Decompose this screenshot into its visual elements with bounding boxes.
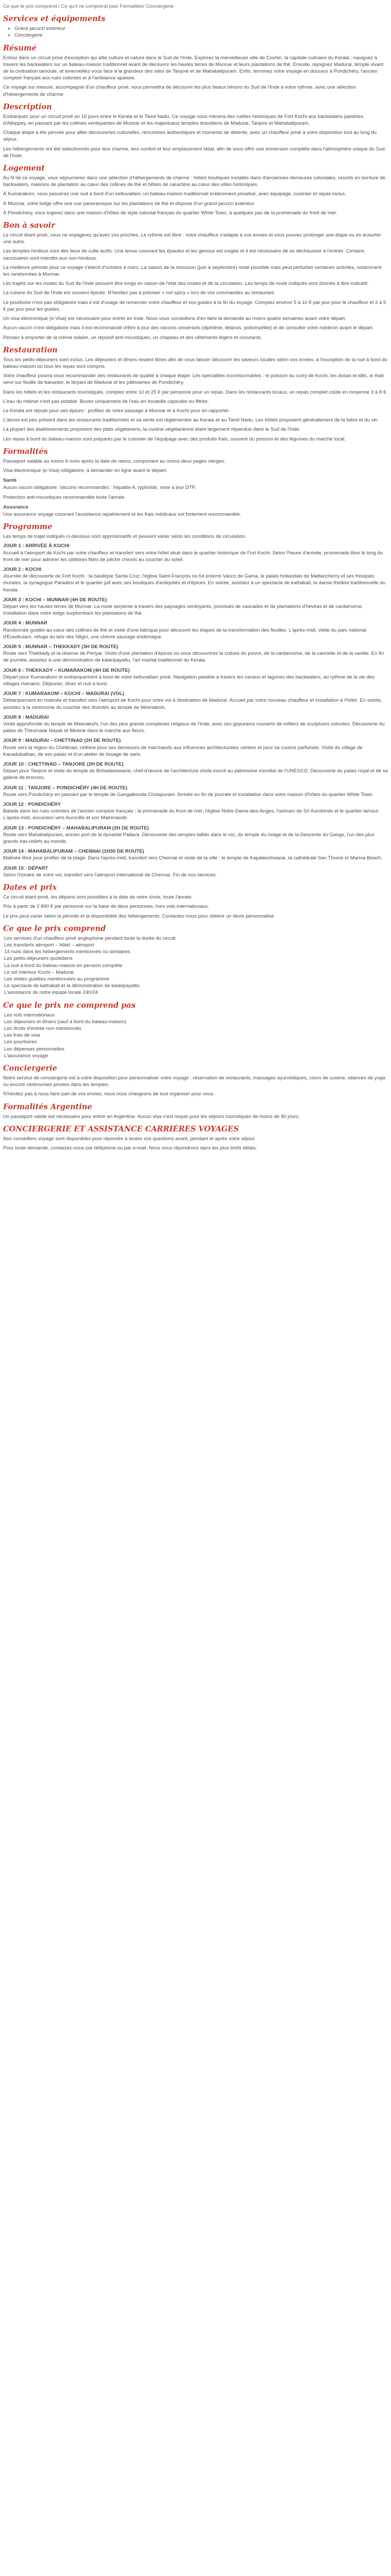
list-item: Le spectacle de kathakali et la démonstration de kalaripayattu (4, 983, 140, 989)
paragraph: Une assurance voyage couvrant l'assistance rapatriement et les frais médicaux est fortement recommandée. (3, 511, 241, 517)
paragraph: Pensez à emporter de la crème solaire, un répulsif anti-moustiques, un chapeau et des vêtements légers et couvrants. (3, 334, 263, 341)
list-item: • Grand jacuzzi extérieur (14, 25, 388, 32)
paragraph: À Munnar, votre lodge offre une vue panoramique sur les plantations de thé et dispose d'un grand jacuzzi extérieur. (3, 200, 255, 207)
bon-a-savoir-heading: Bon à savoir (3, 221, 55, 230)
program-day-text: Selon l'horaire de votre vol, transfert vers l'aéroport international de Chennai. Fin de nos services. (3, 872, 217, 878)
paragraph: Visa électronique (e-Visa) obligatoire, à demander en ligne avant le départ. (3, 467, 168, 473)
subheading: Santé (3, 478, 17, 484)
list-item: Les dépenses personnelles (4, 1046, 64, 1052)
formalites-section (3, 447, 388, 518)
paragraph: Le circuit étant privé, vous ne voyagerez qu'avec vos proches. Le rythme est libre : votre chauffeur s'adapte à vos envies et vous pouvez prolonger une étape ou en écourter une autre. (3, 232, 381, 245)
program-day-text: Accueil à l'aéroport de Kochi par votre chauffeur et transfert vers votre hôtel situé dans le quartier historique de Fort Kochi. Selon l'heure d'arrivée, promenade libre le long du front de mer pour admirer les célèbres filets de pêche chinois au coucher du soleil. (3, 550, 383, 563)
paragraph: Le pourboire n'est pas obligatoire mais il est d'usage de remercier votre chauffeur et vos guides à la fin du voyage. Comptez environ 5 à 10 € par jour pour le chauffeur et 2 à 5 € par jour pour les guides. (3, 299, 386, 312)
list-item: La nuit à bord du bateau-maison en pension complète (4, 962, 123, 969)
program-day-title: JOUR 9 : MADURAI – CHETTINAD (2H DE ROUTE) (3, 738, 121, 744)
description-section (3, 103, 388, 159)
assistance-heading: CONCIERGERIE ET ASSISTANCE CARRIÈRES VOYAGES (3, 1124, 239, 1133)
program-day (3, 761, 388, 782)
paragraph: À Kumarakom, vous passerez une nuit à bord d'un kettuvallam, un bateau-maison traditionnel entièrement privatisé, avec équipage, cuisinier et repas inclus. (3, 191, 347, 197)
paragraph: Chaque étape a été pensée pour allier découvertes culturelles, rencontres authentiques et moments de détente, avec un chauffeur privé à votre disposition tout au long du séjour. (3, 130, 377, 143)
program-day-text: Débarquement en matinée et transfert vers l'aéroport de Kochi pour votre vol à destination de Madurai. Accueil par votre nouveau chauffeur et installation à l'hôtel. En soirée, assistez à la cérémonie du coucher des divinités au temple de Meenakshi. (3, 698, 382, 710)
list-item: Les pourboires (4, 1039, 37, 1045)
program-day-title: JOUR 4 : MUNNAR (3, 620, 47, 626)
services-list (3, 25, 388, 39)
subheading: Assurance (3, 504, 29, 510)
paragraph: La cuisine du Sud de l'Inde est souvent épicée. N'hésitez pas à préciser « not spicy » lors de vos commandes au restaurant. (3, 290, 275, 296)
formalites-heading: Formalités (3, 447, 48, 456)
program-day (3, 785, 388, 798)
comprend-heading: Ce que le prix comprend (3, 924, 106, 933)
program-day-title: JOUR 3 : KOCHI – MUNNAR (4H DE ROUTE) (3, 597, 107, 603)
paragraph: Au fil de ce voyage, vous séjournerez dans une sélection d'hébergements de charme : hôtels boutiques installés dans d'anciennes demeures coloniales, resorts en bordure de backwaters, maisons de plantation au cœur des collines de thé et hôtels de caractère au cœur des villes historiques. (3, 175, 386, 188)
paragraph: L'alcool est peu présent dans les restaurants traditionnels et sa vente est réglementée au Kerala et au Tamil Nadu. Les hôtels proposent généralement de la bière et du vin. (3, 417, 379, 423)
paragraph: Les hébergements ont été sélectionnés pour leur charme, leur confort et leur emplacement idéal, afin de vous offrir une immersion complète dans l'atmosphère unique du Sud de l'Inde. (3, 146, 385, 159)
restauration-section (3, 346, 388, 443)
list-item: 14 nuits dans les hébergements mentionnés ou similaires (4, 949, 131, 955)
ne-comprend-pas-heading: Ce que le prix ne comprend pas (3, 1001, 136, 1010)
program-day (3, 865, 388, 878)
program-day (3, 643, 388, 664)
program-day (3, 667, 388, 688)
program-day-title: JOUR 11 : TANJORE – PONDICHÉRY (4H DE ROUTE) (3, 785, 127, 791)
program-day (3, 597, 388, 617)
list-item: • Conciergerie (14, 32, 388, 39)
list-item: L'assurance voyage (4, 1053, 48, 1059)
paragraph: Passeport valable au moins 6 mois après la date de retour, comportant au moins deux pages vierges. (3, 458, 225, 464)
program-day (3, 801, 388, 822)
ne-comprend-pas-list (3, 1012, 388, 1059)
paragraph: La plupart des établissements proposent des plats végétariens, la cuisine végétarienne étant largement répandue dans le Sud de l'Inde. (3, 427, 301, 433)
program-day-text: Balade dans les rues colorées de l'ancien comptoir français : la promenade du front de mer, l'église Notre-Dame-des-Anges, l'ashram de Sri Aurobindo et le quartier tamoul. L'après-midi, excursion vers Auroville et son Matrimandir. (3, 808, 380, 821)
program-day (3, 737, 388, 758)
paragraph: L'eau du robinet n'est pas potable. Buvez uniquement de l'eau en bouteille capsulée ou filtrée. (3, 398, 209, 404)
program-day-title: JOUR 7 : KUMARAKOM – KOCHI – MADURAI (VOL) (3, 691, 124, 697)
paragraph: Le prix peut varier selon la période et la disponibilité des hébergements. Contactez-nous pour obtenir un devis personnalisé. (3, 913, 275, 919)
paragraph: Protection anti-moustiques recommandée toute l'année. (3, 494, 126, 500)
paragraph: Ce voyage sur mesure, accompagné d'un chauffeur privé, vous permettra de découvrir les plus beaux trésors du Sud de l'Inde à votre rythme, avec une sélection d'hébergements de charme. (3, 84, 356, 97)
logement-heading: Logement (3, 164, 45, 173)
program-day (3, 714, 388, 735)
paragraph: Le Kerala est réputé pour ses épices : profitez de votre passage à Munnar et à Kochi pour en rapporter. (3, 408, 230, 414)
paragraph: Les temps de trajet indiqués ci-dessous sont approximatifs et peuvent varier selon les conditions de circulation. (3, 534, 247, 540)
comprend-section (3, 924, 388, 996)
paragraph: Notre service de conciergerie est à votre disposition pour personnaliser votre voyage : réservation de restaurants, massages ayurvédiques, cours de cuisine, séances de yoga ou encore cérémonies privées dans les temples. (3, 1075, 385, 1088)
restauration-heading: Restauration (3, 345, 58, 354)
program-day-title: JOUR 2 : KOCHI (3, 566, 42, 572)
program-day-text: Départ pour Tanjore et visite du temple de Brihadeeswarar, chef-d'œuvre de l'architecture chola inscrit au patrimoine mondial de l'UNESCO. Découverte du palais royal et de sa galerie de bronzes. (3, 768, 388, 781)
ne-comprend-pas-section (3, 1001, 388, 1059)
assistance-section (3, 1125, 388, 1151)
paragraph: Prix à partir de 2 890 € par personne sur la base de deux personnes, hors vols internationaux. (3, 904, 209, 910)
paragraph: Un passeport valide est nécessaire pour entrer en Argentine. Aucun visa n'est requis pour les séjours touristiques de moins de 90 jours. (3, 1113, 300, 1120)
program-day-title: JOUR 1 : ARRIVÉE À KOCHI (3, 543, 70, 549)
paragraph: Dans les hôtels et les restaurants touristiques, comptez entre 10 et 25 € par personne pour un repas. Dans les restaurants locaux, un repas complet coûte en moyenne 3 à 8 €. (3, 389, 388, 395)
program-day-title: JOUR 14 : MAHABALIPURAM – CHENNAI (1H30 DE ROUTE) (3, 849, 144, 855)
program-day-text: Randonnée guidée au cœur des collines de thé et visite d'une fabrique pour découvrir les étapes de la transformation des feuilles. L'après-midi, visite du parc national d'Eravikulam, refuge du tahr des Nilgiri, une chèvre sauvage endémique. (3, 627, 366, 640)
list-item: Les transferts aéroport – hôtel – aéroport (4, 942, 94, 948)
list-item: Les déjeuners et dîners (sauf à bord du bateau-maison) (4, 1019, 126, 1025)
paragraph: Les repas à bord du bateau-maison sont préparés par le cuisinier de l'équipage avec des produits frais, souvent du poisson et des légumes du marché local. (3, 436, 346, 442)
programme-section (3, 522, 388, 878)
program-day-title: JOUR 13 : PONDICHÉRY – MAHABALIPURAM (2H DE ROUTE) (3, 825, 149, 831)
program-day-text: Route vers Pondichéry en passant par le temple de Gangaikonda Cholapuram. Arrivée en fin de journée et installation dans votre maison d'hôtes du quartier White Town. (3, 791, 374, 798)
paragraph: Les trajets sur les routes du Sud de l'Inde peuvent être longs en raison de l'état des routes et de la circulation. Les temps de route indiqués sont donnés à titre indicatif. (3, 281, 369, 287)
paragraph: Embarquez pour un circuit privé en 15 jours entre le Kerala et le Tamil Nadu. Ce voyage vous mènera des ruelles historiques de Fort Kochi aux backwaters paisibles d'Alleppey, en passant par les collines verdoyantes de Munnar et les majestueux temples dravidiens de Madurai, Tanjore et Mahabalipuram. (3, 113, 364, 127)
services-heading: Services et équipements (3, 14, 106, 24)
program-day-text: Matinée libre pour profiter de la plage. Dans l'après-midi, transfert vers Chennai et visite de la ville : le temple de Kapaleeshwarar, la cathédrale San Thomé et Marina Beach. (3, 855, 382, 861)
program-day-text: Départ vers les hautes terres de Munnar. La route serpente à travers des paysages verdoyants, ponctués de cascades et de plantations d'hévéas et de cardamome. Installation dans votre lodge surplombant les plantations de thé. (3, 603, 363, 617)
dates-heading: Dates et prix (3, 883, 57, 892)
program-day (3, 620, 388, 640)
paragraph: Aucun vaccin obligatoire. Vaccins recommandés : hépatite A, typhoïde, mise à jour DTP. (3, 485, 196, 491)
program-day-title: JOUR 6 : THEKKADY – KUMARAKOM (4H DE ROUTE) (3, 667, 130, 673)
list-item: Les frais de visa (4, 1032, 40, 1039)
paragraph: La meilleure période pour ce voyage s'étend d'octobre à mars. La saison de la mousson (juin à septembre) reste possible mais peut perturber certaines activités, notamment les randonnées à Munnar. (3, 264, 382, 278)
breadcrumb: Ce que le prix comprend / Ce qu'il ne comprend pas/ Formalités/ Conciergerie (3, 4, 174, 9)
resume-section (3, 44, 388, 98)
program-day-text: Route vers la région du Chettinad, célèbre pour ses demeures de marchands aux influences architecturales variées et pour sa cuisine parfumée. Visite du village de Kanadukathan, de ses palais et d'un atelier de tissage de saris. (3, 744, 363, 757)
paragraph: Votre chauffeur pourra vous recommander des restaurants de qualité à chaque étape. Les spécialités incontournables : le poisson au curry de Kochi, les dosas et idlis, le thali servi sur feuille de bananier, le biryani de Madurai et les pâtisseries de Pondichéry. (3, 373, 384, 386)
paragraph: Pour toute demande, contactez-nous par téléphone ou par e-mail. Nous vous répondrons dans les plus brefs délais. (3, 1145, 257, 1151)
list-item: Les visites guidées mentionnées au programme (4, 976, 109, 982)
program-day (3, 848, 388, 861)
list-item: Les vols internationaux (4, 1012, 55, 1018)
list-item: Les services d'un chauffeur privé anglophone pendant toute la durée du circuit (4, 935, 176, 941)
comprend-list (3, 935, 388, 996)
program-day (3, 690, 388, 711)
resume-heading: Résumé (3, 43, 37, 53)
conciergerie-heading: Conciergerie (3, 1063, 57, 1073)
list-item: Les petits-déjeuners quotidiens (4, 956, 73, 962)
program-day-text: Route vers Thekkady et la réserve de Periyar. Visite d'une plantation d'épices où vous découvrirez la culture du poivre, de la cardamome, de la cannelle et de la vanille. En fin de journée, assistez à une démonstration de kalaripayattu, l'art martial traditionnel du Kerala. (3, 651, 384, 664)
paragraph: Nos conseillers voyage sont disponibles pour répondre à toutes vos questions avant, pendant et après votre séjour. (3, 1136, 256, 1142)
program-day-text: Journée de découverte de Fort Kochi : la basilique Santa Cruz, l'église Saint-François où fut enterré Vasco de Gama, le palais hollandais de Mattancherry et ses fresques murales, la synagogue Paradesi et le quartier juif avec ses boutiques d'antiquités et d'épices. En soirée, assistez à un spectacle de kathakali, la danse-théâtre traditionnelle du Kerala. (3, 573, 386, 593)
paragraph: N'hésitez pas à nous faire part de vos envies, nous nous chargeons de tout organiser pour vous. (3, 1091, 215, 1097)
paragraph: Un visa électronique (e-Visa) est nécessaire pour entrer en Inde. Nous vous conseillons d'en faire la demande au moins quatre semaines avant votre départ. (3, 316, 347, 322)
conciergerie-section (3, 1064, 388, 1098)
paragraph: Tous les petits-déjeuners sont inclus. Les déjeuners et dîners restent libres afin de vous laisser découvrir les saveurs locales selon vos envies, à l'exception de la nuit à bord du bateau-maison où tous les repas sont compris. (3, 357, 387, 369)
day-list (3, 543, 388, 878)
bon-a-savoir-section (3, 221, 388, 341)
program-day-text: Départ pour Kumarakom et embarquement à bord de votre kettuvallam privé. Navigation paisible à travers les canaux et lagunes des backwaters, au rythme de la vie des villages riverains. Déjeuner, dîner et nuit à bord. (3, 674, 374, 687)
formalites-argentine-heading: Formalités Argentine (3, 1102, 92, 1111)
list-item: L'assistance de notre équipe locale 24h/24 (4, 990, 98, 996)
program-day-title: JOUR 12 : PONDICHÉRY (3, 802, 61, 808)
paragraph: À Pondichéry, vous logerez dans une maison d'hôtes de style colonial français du quartier White Town, à quelques pas de la promenade du front de mer. (3, 210, 337, 216)
list-item: Les droits d'entrée non mentionnés (4, 1025, 82, 1031)
description-heading: Description (3, 102, 52, 111)
paragraph: Entrez dans un circuit privé d'exception qui allie culture et nature dans le Sud de l'Inde. Explorez la merveilleuse ville de Cochin, la capitale culinaire du Kerala ; naviguez à travers les backwaters sur un bateau-maison traditionnel avant de découvrir les hautes terres de Munnar et leurs plantations de thé. Ensuite, rejoignez Madurai, temple vivant de la civilisation tamoule, et émerveillez-vous face à la grandeur des sites de Tanjore et de Mahabalipuram. Enfin, terminez votre voyage en douceur à Pondichéry, l'ancien comptoir français aux rues colorées et à l'ambiance apaisée. (3, 55, 384, 81)
formalites-argentine-section (3, 1103, 388, 1120)
program-day-title: JOUR 8 : MADURAI (3, 714, 49, 720)
programme-heading: Programme (3, 522, 53, 532)
services-section (3, 14, 388, 39)
program-day-text: Route vers Mahabalipuram, ancien port de la dynastie Pallava. Découverte des temples taillés dans le roc, du temple du rivage et de la Descente du Gange, l'un des plus grands bas-reliefs au monde. (3, 832, 374, 845)
page (0, 0, 391, 1159)
program-day (3, 566, 388, 594)
program-day-text: Visite approfondie du temple de Meenakshi, l'un des plus grands complexes religieux de l'Inde, avec ses gopurams couverts de milliers de sculptures colorées. Découverte du palais de Thirumalai Nayak et flânerie dans le marché aux fleurs. (3, 721, 385, 734)
paragraph: Ce circuit étant privé, les départs sont possibles à la date de votre choix, toute l'année. (3, 894, 193, 901)
list-item: Le vol intérieur Kochi – Madurai (4, 969, 74, 975)
dates-section (3, 883, 388, 920)
program-day (3, 825, 388, 845)
paragraph: Les temples hindous sont des lieux de culte actifs. Une tenue couvrant les épaules et les genoux est exigée et il est nécessaire de se déchausser à l'entrée. Certains sanctuaires sont interdits aux non-hindous. (3, 248, 365, 261)
program-day (3, 543, 388, 563)
paragraph: Aucun vaccin n'est obligatoire mais il est recommandé d'être à jour des vaccins universels (diphtérie, tétanos, poliomyélite) et de consulter votre médecin avant le départ. (3, 325, 374, 331)
program-day-title: JOUR 15 : DÉPART (3, 865, 48, 871)
program-day-title: JOUR 10 : CHETTINAD – TANJORE (2H DE ROUTE) (3, 761, 124, 768)
logement-section (3, 164, 388, 216)
program-day-title: JOUR 5 : MUNNAR – THEKKADY (3H DE ROUTE) (3, 644, 119, 650)
